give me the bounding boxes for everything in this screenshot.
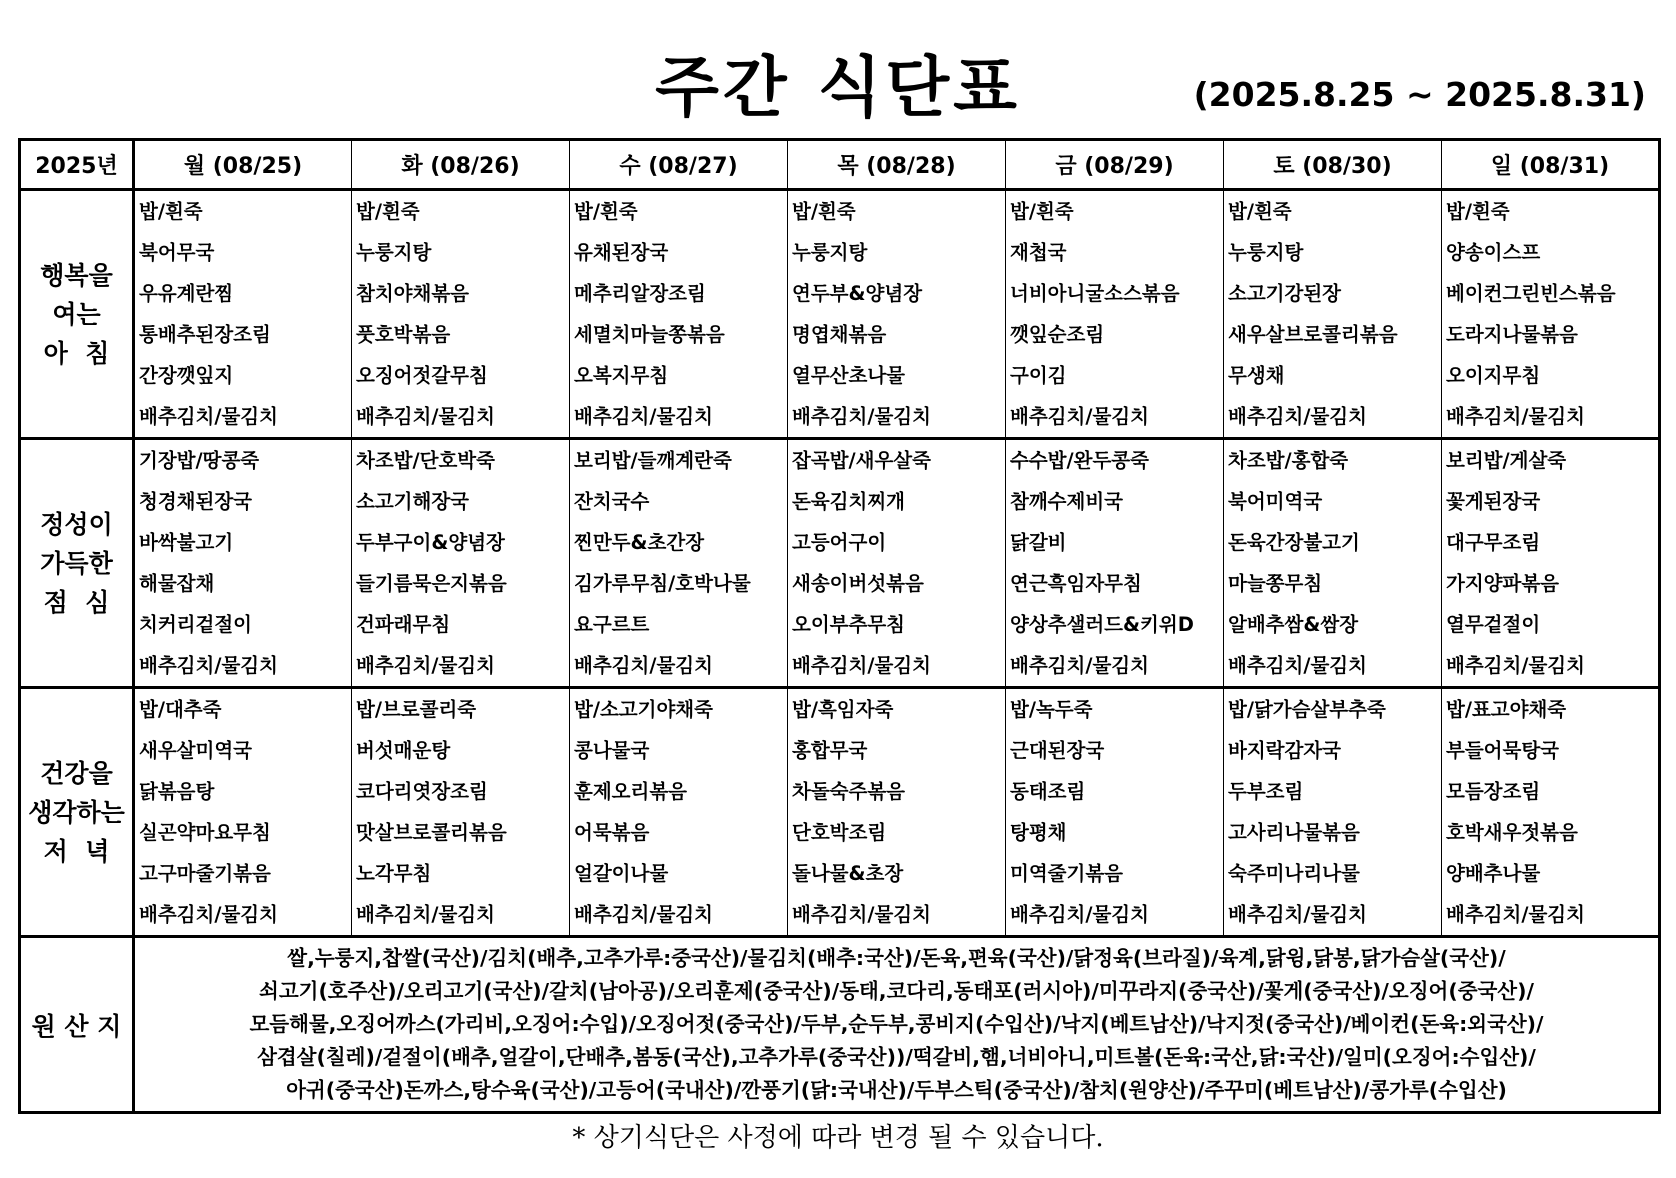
- menu-item: 배추김치/물김치: [1228, 903, 1367, 926]
- menu-item: 새송이버섯볶음: [792, 572, 924, 595]
- day-header-thu: 목 (08/28): [788, 140, 1006, 190]
- menu-item: 배추김치/물김치: [139, 405, 278, 428]
- menu-item: 차돌숙주볶음: [792, 780, 906, 803]
- menu-item: 모듬장조림: [1446, 780, 1541, 803]
- meal-label-line: 가득한: [40, 548, 113, 578]
- menu-item: 어묵볶음: [574, 821, 650, 844]
- menu-item: 깻잎순조림: [1010, 323, 1105, 346]
- menu-item: 밥/흰죽: [792, 200, 856, 223]
- day-header-fri: 금 (08/29): [1006, 140, 1224, 190]
- menu-item: 무생채: [1228, 364, 1285, 387]
- menu-item: 새우살브로콜리볶음: [1228, 323, 1398, 346]
- menu-item: 코다리엿장조림: [356, 780, 488, 803]
- menu-item: 배추김치/물김치: [1228, 654, 1367, 677]
- menu-item: 두부구이&양념장: [356, 531, 505, 554]
- menu-item: 돈육김치찌개: [792, 490, 906, 513]
- meal-label-line: 여는: [52, 299, 101, 329]
- menu-item: 노각무침: [356, 862, 432, 885]
- menu-item: 훈제오리볶음: [574, 780, 688, 803]
- menu-item: 배추김치/물김치: [1446, 903, 1585, 926]
- menu-item: 보리밥/들깨계란죽: [574, 449, 732, 472]
- menu-item: 배추김치/물김치: [356, 405, 495, 428]
- menu-item: 찐만두&초간장: [574, 531, 705, 554]
- meal-label-dinner: [20, 688, 134, 937]
- menu-item: 잡곡밥/새우살죽: [792, 449, 931, 472]
- menu-item: 근대된장국: [1010, 739, 1105, 762]
- menu-item: 김가루무침/호박나물: [574, 572, 751, 595]
- menu-item: 풋호박볶음: [356, 323, 451, 346]
- menu-item: 배추김치/물김치: [574, 654, 713, 677]
- menu-item: 참깨수제비국: [1010, 490, 1124, 513]
- menu-item: 밥/흰죽: [1228, 200, 1292, 223]
- menu-cell-dinner-sat: [1224, 688, 1442, 937]
- menu-item: 배추김치/물김치: [574, 903, 713, 926]
- meal-row-lunch: [20, 439, 1660, 688]
- menu-item: 마늘쫑무침: [1228, 572, 1323, 595]
- menu-item: 밥/흰죽: [574, 200, 638, 223]
- menu-item: 배추김치/물김치: [1228, 405, 1367, 428]
- menu-item: 요구르트: [574, 613, 650, 636]
- menu-cell-lunch-fri: [1006, 439, 1224, 688]
- menu-item: 닭볶음탕: [139, 780, 215, 803]
- menu-item: 명엽채볶음: [792, 323, 887, 346]
- menu-cell-lunch-thu: [788, 439, 1006, 688]
- menu-item: 실곤약마요무침: [139, 821, 271, 844]
- day-header-wed: 수 (08/27): [570, 140, 788, 190]
- menu-cell-breakfast-wed: [570, 190, 788, 439]
- origin-label: 원 산 지: [20, 937, 134, 1113]
- meal-label-line: 행복을: [40, 260, 113, 290]
- menu-item: 구이김: [1010, 364, 1067, 387]
- day-header-mon: 월 (08/25): [134, 140, 352, 190]
- meal-label-line: 점 심: [43, 587, 110, 617]
- menu-cell-dinner-fri: [1006, 688, 1224, 937]
- menu-cell-lunch-sat: [1224, 439, 1442, 688]
- menu-item: 맛살브로콜리볶음: [356, 821, 507, 844]
- menu-item: 청경채된장국: [139, 490, 253, 513]
- menu-item: 연근흑임자무침: [1010, 572, 1142, 595]
- origin-line: 쌀,누룽지,찹쌀(국산)/김치(배추,고추가루:중국산)/물김치(배추:국산)/돈육,편육(국산)/닭정육(브라질)/육계,닭윙,닭봉,닭가슴살(국산)/: [287, 946, 1506, 970]
- menu-item: 밥/닭가슴살부추죽: [1228, 698, 1386, 721]
- menu-item: 두부조림: [1228, 780, 1304, 803]
- menu-item: 오이부추무침: [792, 613, 906, 636]
- meal-row-dinner: [20, 688, 1660, 937]
- origin-line: 모듬해물,오징어까스(가리비,오징어:수입)/오징어젓(중국산)/두부,순두부,콩비지(수입산)/낙지(베트남산)/낙지젓(중국산)/베이컨(돈육:외국산)/: [249, 1012, 1544, 1036]
- menu-item: 누룽지탕: [1228, 241, 1304, 264]
- menu-item: 세멸치마늘쫑볶음: [574, 323, 725, 346]
- menu-item: 열무산초나물: [792, 364, 906, 387]
- menu-item: 보리밥/게살죽: [1446, 449, 1567, 472]
- menu-item: 유채된장국: [574, 241, 669, 264]
- page-title: 주간 식단표: [655, 49, 1021, 126]
- menu-item: 양배추나물: [1446, 862, 1541, 885]
- weekly-menu-table: [18, 138, 1661, 1114]
- meal-label-line: 저 녁: [43, 836, 110, 866]
- menu-cell-breakfast-fri: [1006, 190, 1224, 439]
- menu-item: 건파래무침: [356, 613, 451, 636]
- menu-cell-lunch-tue: [352, 439, 570, 688]
- menu-item: 돌나물&초장: [792, 862, 904, 885]
- menu-item: 가지양파볶음: [1446, 572, 1560, 595]
- menu-item: 참치야채볶음: [356, 282, 470, 305]
- meal-label-breakfast: [20, 190, 134, 439]
- menu-cell-breakfast-tue: [352, 190, 570, 439]
- menu-item: 고구마줄기볶음: [139, 862, 271, 885]
- menu-item: 고등어구이: [792, 531, 887, 554]
- menu-item: 밥/대추죽: [139, 698, 222, 721]
- menu-item: 부들어묵탕국: [1446, 739, 1560, 762]
- meal-label-line: 생각하는: [28, 797, 125, 827]
- menu-item: 밥/녹두죽: [1010, 698, 1093, 721]
- menu-item: 배추김치/물김치: [1010, 903, 1149, 926]
- menu-item: 간장깻잎지: [139, 364, 234, 387]
- menu-item: 너비아니굴소스볶음: [1010, 282, 1180, 305]
- menu-cell-dinner-sun: [1442, 688, 1660, 937]
- menu-item: 기장밥/땅콩죽: [139, 449, 260, 472]
- menu-item: 배추김치/물김치: [792, 654, 931, 677]
- meal-label-line: 정성이: [40, 509, 113, 539]
- menu-item: 밥/흰죽: [1010, 200, 1074, 223]
- menu-item: 밥/소고기야채죽: [574, 698, 713, 721]
- menu-item: 밥/흑임자죽: [792, 698, 894, 721]
- menu-cell-dinner-wed: [570, 688, 788, 937]
- menu-item: 소고기해장국: [356, 490, 470, 513]
- menu-item: 배추김치/물김치: [1010, 654, 1149, 677]
- origin-line: 쇠고기(호주산)/오리고기(국산)/갈치(남아공)/오리훈제(중국산)/동태,코다리,동태포(러시아)/미꾸라지(중국산)/꽃게(중국산)/오징어(중국산)/: [259, 979, 1534, 1003]
- menu-cell-lunch-sun: [1442, 439, 1660, 688]
- menu-item: 밥/브로콜리죽: [356, 698, 477, 721]
- origin-line: 아귀(중국산)돈까스,탕수육(국산)/고등어(국내산)/깐풍기(닭:국내산)/두부스틱(중국산)/참치(원양산)/주꾸미(베트남산)/콩가루(수입산): [286, 1078, 1507, 1102]
- menu-item: 미역줄기볶음: [1010, 862, 1124, 885]
- menu-item: 바싹불고기: [139, 531, 234, 554]
- menu-item: 북어무국: [139, 241, 215, 264]
- day-header-sun: 일 (08/31): [1442, 140, 1660, 190]
- menu-item: 배추김치/물김치: [574, 405, 713, 428]
- menu-item: 숙주미나리나물: [1228, 862, 1360, 885]
- menu-item: 차조밥/단호박죽: [356, 449, 495, 472]
- menu-item: 배추김치/물김치: [792, 405, 931, 428]
- menu-item: 도라지나물볶음: [1446, 323, 1578, 346]
- menu-item: 수수밥/완두콩죽: [1010, 449, 1149, 472]
- menu-item: 닭갈비: [1010, 531, 1067, 554]
- menu-item: 알배추쌈&쌈장: [1228, 613, 1359, 636]
- menu-item: 연두부&양념장: [792, 282, 923, 305]
- day-header-tue: 화 (08/26): [352, 140, 570, 190]
- menu-cell-dinner-mon: [134, 688, 352, 937]
- menu-item: 버섯매운탕: [356, 739, 451, 762]
- menu-item: 배추김치/물김치: [792, 903, 931, 926]
- menu-item: 고사리나물볶음: [1228, 821, 1360, 844]
- menu-item: 치커리겉절이: [139, 613, 253, 636]
- menu-cell-lunch-wed: [570, 439, 788, 688]
- menu-item: 대구무조림: [1446, 531, 1541, 554]
- menu-item: 밥/흰죽: [1446, 200, 1510, 223]
- menu-item: 탕평채: [1010, 821, 1067, 844]
- menu-item: 바지락감자국: [1228, 739, 1342, 762]
- menu-cell-breakfast-sat: [1224, 190, 1442, 439]
- origin-line: 삼겹살(칠레)/겉절이(배추,얼갈이,단배추,봄동(국산),고추가루(중국산))/떡갈비,햄,너비아니,미트볼(돈육:국산,닭:국산)/일미(오징어:수입산)/: [257, 1045, 1536, 1069]
- menu-cell-breakfast-mon: [134, 190, 352, 439]
- menu-item: 밥/흰죽: [356, 200, 420, 223]
- menu-item: 잔치국수: [574, 490, 650, 513]
- menu-item: 우유계란찜: [139, 282, 234, 305]
- menu-item: 누룽지탕: [356, 241, 432, 264]
- menu-item: 재첩국: [1010, 241, 1067, 264]
- menu-item: 배추김치/물김치: [139, 654, 278, 677]
- menu-cell-breakfast-thu: [788, 190, 1006, 439]
- menu-cell-dinner-thu: [788, 688, 1006, 937]
- menu-item: 누룽지탕: [792, 241, 868, 264]
- menu-item: 들기름묵은지볶음: [356, 572, 507, 595]
- meal-row-breakfast: [20, 190, 1660, 439]
- menu-item: 배추김치/물김치: [1446, 405, 1585, 428]
- menu-item: 배추김치/물김치: [356, 654, 495, 677]
- menu-item: 해물잡채: [139, 572, 215, 595]
- menu-item: 동태조림: [1010, 780, 1086, 803]
- menu-item: 북어미역국: [1228, 490, 1323, 513]
- menu-item: 양상추샐러드&키위D: [1010, 613, 1194, 636]
- day-header-sat: 토 (08/30): [1224, 140, 1442, 190]
- origin-row: [20, 937, 1660, 1113]
- menu-item: 오이지무침: [1446, 364, 1541, 387]
- menu-item: 배추김치/물김치: [356, 903, 495, 926]
- menu-item: 배추김치/물김치: [1446, 654, 1585, 677]
- menu-cell-dinner-tue: [352, 688, 570, 937]
- menu-item: 밥/표고야채죽: [1446, 698, 1567, 721]
- menu-item: 밥/흰죽: [139, 200, 203, 223]
- menu-item: 메추리알장조림: [574, 282, 706, 305]
- menu-item: 홍합무국: [792, 739, 868, 762]
- menu-item: 단호박조림: [792, 821, 887, 844]
- date-range: (2025.8.25 ~ 2025.8.31): [1193, 75, 1646, 114]
- menu-item: 돈육간장불고기: [1228, 531, 1360, 554]
- menu-item: 베이컨그린빈스볶음: [1446, 282, 1616, 305]
- menu-item: 열무겉절이: [1446, 613, 1541, 636]
- footnote: * 상기식단은 사정에 따라 변경 될 수 있습니다.: [572, 1123, 1104, 1153]
- header-row: [20, 140, 1660, 190]
- menu-item: 소고기강된장: [1228, 282, 1342, 305]
- year-label: 2025년: [20, 140, 134, 190]
- menu-cell-lunch-mon: [134, 439, 352, 688]
- menu-item: 오복지무침: [574, 364, 669, 387]
- menu-item: 콩나물국: [574, 739, 650, 762]
- menu-item: 차조밥/홍합죽: [1228, 449, 1349, 472]
- menu-item: 얼갈이나물: [574, 862, 669, 885]
- origin-text: [134, 937, 1660, 1113]
- menu-cell-breakfast-sun: [1442, 190, 1660, 439]
- menu-item: 꽃게된장국: [1446, 490, 1541, 513]
- meal-label-line: 건강을: [40, 758, 113, 788]
- menu-item: 새우살미역국: [139, 739, 253, 762]
- menu-item: 호박새우젓볶음: [1446, 821, 1578, 844]
- meal-label-line: 아 침: [43, 338, 110, 368]
- menu-item: 배추김치/물김치: [1010, 405, 1149, 428]
- menu-item: 배추김치/물김치: [139, 903, 278, 926]
- menu-item: 양송이스프: [1446, 241, 1541, 264]
- menu-item: 통배추된장조림: [139, 323, 271, 346]
- meal-label-lunch: [20, 439, 134, 688]
- menu-item: 오징어젓갈무침: [356, 364, 488, 387]
